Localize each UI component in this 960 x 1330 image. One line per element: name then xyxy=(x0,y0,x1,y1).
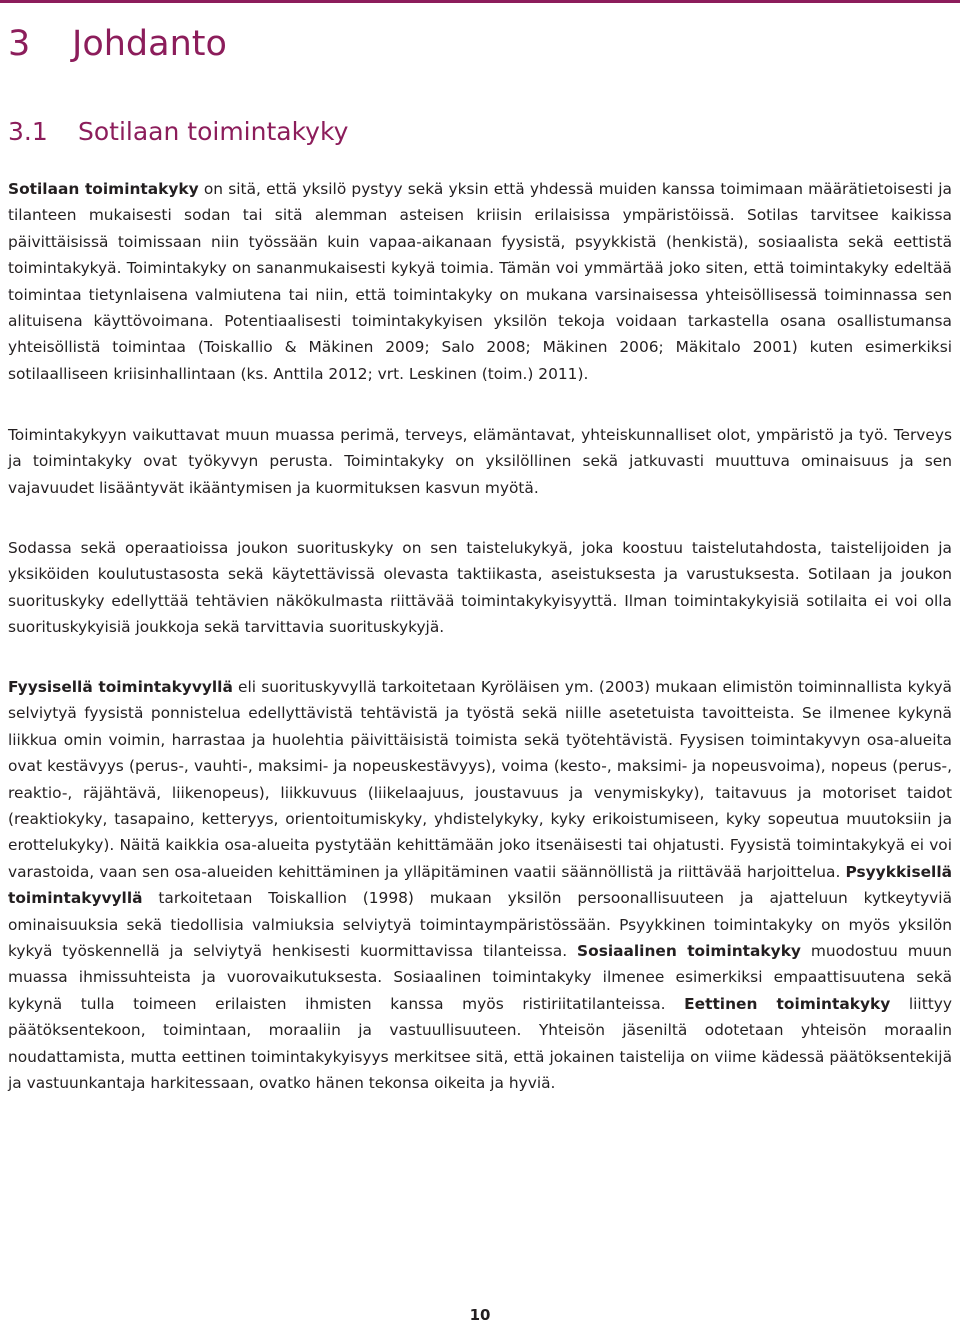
paragraph-2 xyxy=(8,422,952,501)
paragraph-4-text-4: liittyy päätöksentekoon, toimintaan, moraaliin ja vastuullisuuteen. Yhteisön jäseniltä odotetaan yhteisön moraalin noudattamista, mutta eettinen toimintakykyisyys merkitsee sitä, että jokainen taistelija on viime kädessä päätöksentekijä ja vastuunkantaja harkitessaan, ovatko hänen tekonsa oikeita ja hyviä. xyxy=(8,994,952,1093)
paragraph-2-text: Toimintakykyyn vaikuttavat muun muassa perimä, terveys, elämäntavat, yhteiskunnalliset olot, ympäristö ja työ. Terveys ja toimintakyky ovat työkyvyn perusta. Toimintakyky on yksilöllinen sekä jatkuvasti muuttuva ominaisuus ja sen vajavuudet lisääntyvät ikääntymisen ja kuormituksen kasvun myötä. xyxy=(8,426,952,497)
section-heading xyxy=(8,114,348,150)
paragraph-3-text: Sodassa sekä operaatioissa joukon suorituskyky on sen taistelukykyä, joka koostuu taistelutahdosta, taistelijoiden ja yksiköiden koulutustasosta sekä käytettävissä olevasta taktiikasta, aseistuksesta ja varustuksesta. Sotilaan ja joukon suorituskyky edellyttää tehtävien näkökulmasta riittävää toimintakykyisyyttä. Ilman toimintakykyisiä sotilaita ei voi olla suorituskykyisiä joukkoja sekä tarvittavia suorituskykyjä. xyxy=(8,539,952,637)
term-fyysinen: Fyysisellä toimintakyvyllä xyxy=(8,678,233,696)
paragraph-4-text-3: muodostuu muun muassa ihmissuhteista ja vuorovaikutuksesta. Sosiaalinen toimintakyky ilmenee esimerkiksi empaattisuutena sekä kykynä tulla toimeen erilaisten ihmisten kanssa myös ristiriitatilanteissa. xyxy=(8,942,953,1013)
top-rule xyxy=(0,0,960,3)
page-number: 10 xyxy=(469,1306,491,1324)
chapter-heading xyxy=(8,22,227,66)
term-sosiaalinen: Sosiaalinen toimintakyky xyxy=(577,942,801,961)
paragraph-3 xyxy=(8,535,952,641)
term-psyykkinen: Psyykkisellä toimintakyvyllä xyxy=(8,862,952,908)
chapter-title: Johdanto xyxy=(72,24,227,64)
paragraph-1 xyxy=(8,176,952,387)
paragraph-1-text: on sitä, että yksilö pystyy sekä yksin että yhdessä muiden kanssa toimimaan määrätietoisesti ja tilanteen mukaisesti sodan tai sitä alemman asteisen kriisin erilaisissa ympäristöissä. Sotilas tarvitsee kaikissa päivittäisissä toimissaan niin työssään kuin vapaa-aikanaan fyysistä, psyykkistä (henkistä), sosiaalista sekä eettistä toimintakykyä. Toimintakyky on sananmukaisesti kykyä toimia. Tämän voi ymmärtää joko siten, että toimintakyky edeltää toimintaa tietynlaisena valmiutena tai niin, että toimintakyky on mukana varsinaisessa yhteisöllisessä toiminnassa sen alituisena käyttövoimana. Potentiaalisesti toimintakykyisen yksilön tekoja voidaan tarkastella osana osallistumansa yhteisöllistä toimintaa (Toiskallio & Mäkinen 2009; Salo 2008; Mäkinen 2006; Mäkitalo 2001) kuten esimerkiksi sotilaalliseen kriisinhallintaan (ks. Anttila 2012; vrt. Leskinen (toim.) 2011). xyxy=(8,180,952,383)
term-eettinen: Eettinen toimintakyky xyxy=(684,994,891,1013)
paragraph-4-text-2: tarkoitetaan Toiskallion (1998) mukaan yksilön persoonallisuuteen ja ajatteluun kytkeytyviä ominaisuuksia sekä tiedollisia valmiuksia selviytyä toimintaympäristössään. Psyykkinen toimintakyky on myös yksilön kykyä työskennellä ja selviytyä henkisesti kuormittavissa tilanteissa. xyxy=(8,889,952,961)
chapter-number: 3 xyxy=(8,24,31,64)
section-title: Sotilaan toimintakyky xyxy=(78,117,349,146)
paragraph-4 xyxy=(8,674,952,1097)
section-number: 3.1 xyxy=(8,117,48,146)
term-sotilaan-toimintakyky: Sotilaan toimintakyky xyxy=(8,180,199,198)
paragraph-4-text-1: eli suorituskyvyllä tarkoitetaan Kyröläisen ym. (2003) mukaan elimistön toiminnallista kykyä selviytyä fyysistä ponnistelua edellyttävistä tehtävistä ja työstä sekä niille asetetuista tavoitteista. Se ilmenee kykynä liikkua omin voimin, harrastaa ja huolehtia päivittäisistä toimista sekä työtehtävistä. Fyysisen toimintakyvyn osa-alueita ovat kestävyys (perus-, vauhti-, maksimi- ja nopeuskestävyys), voima (kesto-, maksimi- ja nopeusvoima), nopeus (perus-, reaktio-, räjähtävä, liikenopeus), liikkuvuus (liikelaajuus, joustavuus ja venymiskyky), taitavuus ja motoriset taidot (reaktiokyky, tasapaino, ketteryys, orientoitumiskyky, yhdistelykyky, kyky erikoistumiseen, kyky sopeutua muutoksiin ja erottelukyky). Näitä kaikkia osa-alueita pystytään kehittämään joko itsenäisesti tai ohjatusti. Fyysistä toimintakykyä ei voi varastoida, vaan sen osa-alueiden kehittäminen ja ylläpitäminen vaatii säännöllistä ja riittävää harjoittelua. xyxy=(8,678,952,881)
